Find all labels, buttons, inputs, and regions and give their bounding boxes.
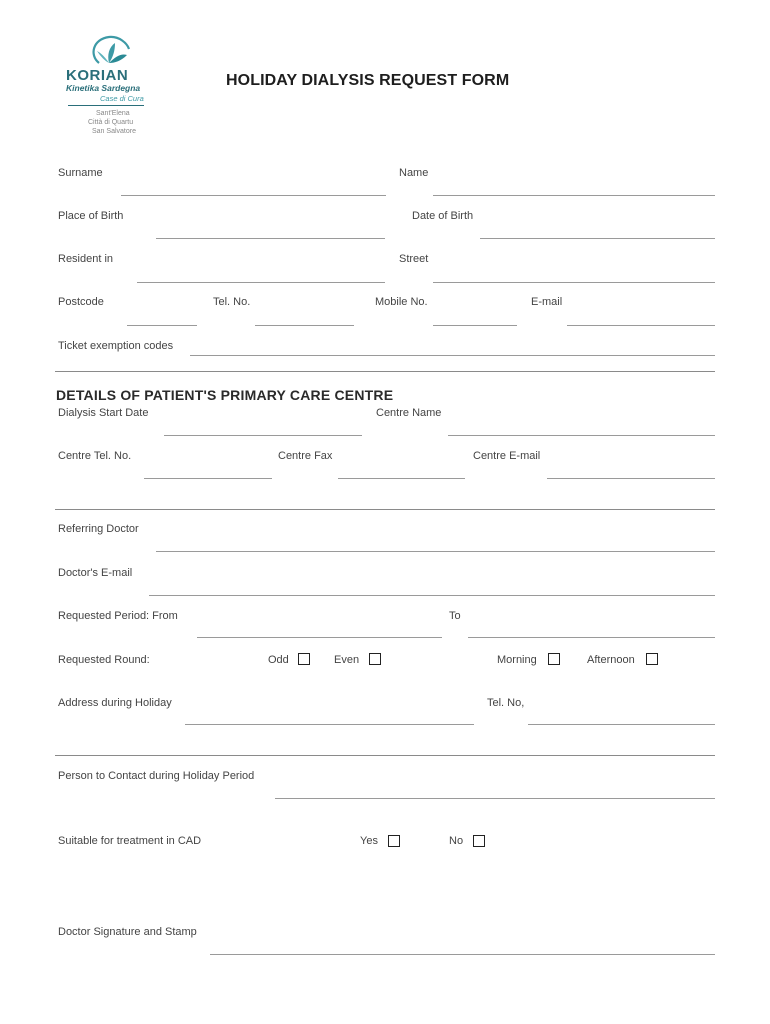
postcode-label: Postcode bbox=[58, 296, 104, 308]
centre-fax-field[interactable] bbox=[338, 478, 465, 479]
logo-brand: KORIAN bbox=[66, 67, 129, 84]
date-of-birth-label: Date of Birth bbox=[412, 210, 474, 222]
logo-line1: Kinetika Sardegna bbox=[66, 83, 141, 93]
centre-tel-field[interactable] bbox=[144, 478, 272, 479]
yes-checkbox[interactable] bbox=[388, 835, 400, 847]
centre-email-label: Centre E-mail bbox=[473, 450, 541, 462]
section-title: DETAILS OF PATIENT'S PRIMARY CARE CENTRE bbox=[56, 387, 394, 403]
doctor-signature-label: Doctor Signature and Stamp bbox=[58, 926, 197, 938]
odd-checkbox[interactable] bbox=[298, 653, 310, 665]
logo-site-1: Sant'Elena bbox=[96, 110, 130, 117]
street-field[interactable] bbox=[433, 282, 715, 283]
resident-in-label: Resident in bbox=[58, 253, 114, 265]
no-checkbox[interactable] bbox=[473, 835, 485, 847]
surname-label: Surname bbox=[58, 167, 103, 179]
odd-label: Odd bbox=[268, 654, 289, 666]
contact-person-field[interactable] bbox=[275, 798, 715, 799]
ticket-exemption-label: Ticket exemption codes bbox=[58, 340, 174, 352]
centre-name-field[interactable] bbox=[448, 435, 715, 436]
name-label: Name bbox=[399, 167, 429, 179]
logo-line2: Case di Cura bbox=[100, 94, 144, 103]
tel-no-holiday-label: Tel. No, bbox=[487, 697, 525, 709]
afternoon-checkbox[interactable] bbox=[646, 653, 658, 665]
tel-no-field[interactable] bbox=[255, 325, 354, 326]
korian-logo bbox=[66, 33, 170, 143]
divider bbox=[55, 371, 715, 372]
morning-checkbox[interactable] bbox=[548, 653, 560, 665]
period-to-field[interactable] bbox=[468, 637, 715, 638]
dialysis-start-field[interactable] bbox=[164, 435, 362, 436]
referring-doctor-field[interactable] bbox=[156, 551, 715, 552]
ticket-exemption-field[interactable] bbox=[190, 355, 715, 356]
logo-site-2: Città di Quartu bbox=[88, 119, 134, 126]
postcode-field[interactable] bbox=[127, 325, 197, 326]
logo-site-3: San Salvatore bbox=[92, 128, 136, 135]
doctor-email-label: Doctor's E-mail bbox=[58, 567, 133, 579]
form-title: HOLIDAY DIALYSIS REQUEST FORM bbox=[226, 72, 510, 89]
yes-label: Yes bbox=[360, 835, 378, 847]
address-holiday-field[interactable] bbox=[185, 724, 474, 725]
tel-no-holiday-field[interactable] bbox=[528, 724, 715, 725]
centre-fax-label: Centre Fax bbox=[278, 450, 333, 462]
period-from-label: Requested Period: From bbox=[58, 610, 178, 622]
email-field[interactable] bbox=[567, 325, 715, 326]
period-from-field[interactable] bbox=[197, 637, 442, 638]
name-field[interactable] bbox=[433, 195, 715, 196]
place-of-birth-field[interactable] bbox=[156, 238, 385, 239]
no-label: No bbox=[449, 835, 464, 847]
referring-doctor-label: Referring Doctor bbox=[58, 523, 139, 535]
leaf-logo-icon bbox=[85, 33, 135, 69]
logo-divider bbox=[68, 105, 144, 106]
afternoon-label: Afternoon bbox=[587, 654, 635, 666]
suitable-cad-label: Suitable for treatment in CAD bbox=[58, 835, 202, 847]
resident-in-field[interactable] bbox=[137, 282, 385, 283]
date-of-birth-field[interactable] bbox=[480, 238, 715, 239]
mobile-no-field[interactable] bbox=[433, 325, 517, 326]
place-of-birth-label: Place of Birth bbox=[58, 210, 124, 222]
centre-name-label: Centre Name bbox=[376, 407, 442, 419]
dialysis-start-label: Dialysis Start Date bbox=[58, 407, 149, 419]
email-label: E-mail bbox=[531, 296, 563, 308]
tel-no-label: Tel. No. bbox=[213, 296, 251, 308]
period-to-label: To bbox=[449, 610, 461, 622]
divider bbox=[55, 509, 715, 510]
doctor-email-field[interactable] bbox=[149, 595, 715, 596]
contact-person-label: Person to Contact during Holiday Period bbox=[58, 770, 255, 782]
address-holiday-label: Address during Holiday bbox=[58, 697, 172, 709]
even-label: Even bbox=[334, 654, 360, 666]
morning-label: Morning bbox=[497, 654, 537, 666]
doctor-signature-field[interactable] bbox=[210, 954, 715, 955]
street-label: Street bbox=[399, 253, 429, 265]
centre-email-field[interactable] bbox=[547, 478, 715, 479]
surname-field[interactable] bbox=[121, 195, 386, 196]
requested-round-label: Requested Round: bbox=[58, 654, 150, 666]
divider bbox=[55, 755, 715, 756]
centre-tel-label: Centre Tel. No. bbox=[58, 450, 132, 462]
mobile-no-label: Mobile No. bbox=[375, 296, 428, 308]
even-checkbox[interactable] bbox=[369, 653, 381, 665]
